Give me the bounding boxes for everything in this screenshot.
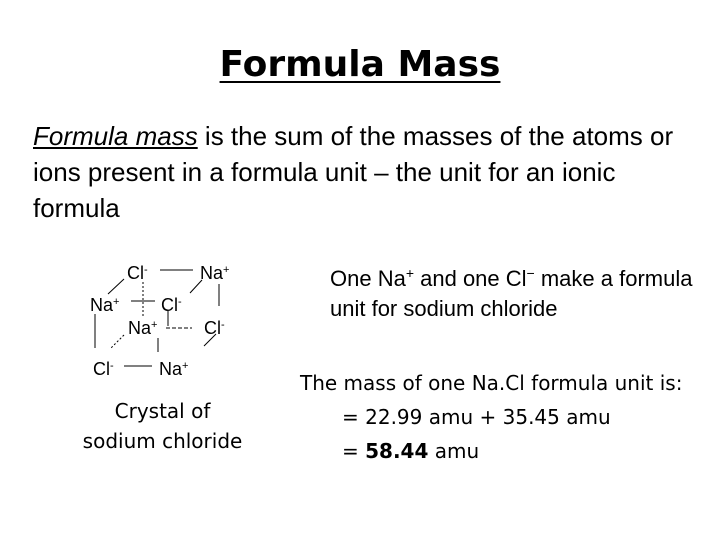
- ion-symbol: Cl: [93, 359, 110, 379]
- ion-na-inner: [128, 316, 157, 337]
- ion-na-bottom: [159, 357, 188, 378]
- ion-symbol: Cl: [127, 263, 144, 283]
- ion-na-mid-left: [90, 293, 119, 314]
- ion-charge: +: [182, 360, 189, 372]
- bond-line: [108, 279, 124, 294]
- ion-charge: -: [178, 296, 182, 308]
- ion-charge: +: [113, 296, 120, 308]
- ion-symbol: Na: [90, 295, 114, 315]
- ion-symbol: Na: [128, 318, 152, 338]
- formula-unit-note: [330, 258, 715, 324]
- ion-charge: +: [223, 264, 230, 276]
- slide-title: Formula Mass: [219, 44, 501, 85]
- ion-na-top-right: [200, 261, 229, 282]
- ion-cl-bottom-left: [93, 357, 114, 378]
- calc-result-unit: amu: [428, 439, 480, 463]
- crystal-caption: [55, 396, 270, 456]
- ion-charge: +: [151, 319, 158, 331]
- note-text: and one Cl: [414, 266, 527, 291]
- ion-charge: -: [221, 319, 225, 331]
- calc-line-result: [300, 434, 715, 468]
- calc-line-heading: The mass of one Na.Cl formula unit is:: [300, 371, 683, 395]
- calc-result-value: 58.44: [365, 439, 429, 463]
- crystal-caption-line1: Crystal of: [114, 399, 211, 423]
- note-text: One Na: [330, 266, 406, 291]
- calc-equals: =: [342, 439, 366, 463]
- ion-cl-top-left: [127, 261, 148, 282]
- ion-charge: -: [144, 264, 148, 276]
- ion-symbol: Na: [159, 359, 183, 379]
- definition-text: is the sum of the masses of the atoms or ions present in a formula unit – the unit for an ionic formula: [33, 121, 674, 223]
- note-text: make a formula unit for sodium chloride: [330, 266, 693, 321]
- ion-symbol: Cl: [161, 295, 178, 315]
- crystal-caption-line2: sodium chloride: [82, 429, 243, 453]
- mass-calculation: [300, 366, 715, 468]
- ion-cl-mid: [161, 293, 182, 314]
- ion-symbol: Cl: [204, 318, 221, 338]
- ion-cl-inner: [204, 316, 225, 337]
- definition-term: Formula mass: [33, 121, 198, 151]
- bond-line: [110, 335, 124, 349]
- ion-symbol: Na: [200, 263, 224, 283]
- note-charge: −: [526, 265, 535, 281]
- ion-charge: -: [110, 360, 114, 372]
- note-charge: +: [405, 265, 415, 281]
- calc-line-sum: = 22.99 amu + 35.45 amu: [342, 405, 611, 429]
